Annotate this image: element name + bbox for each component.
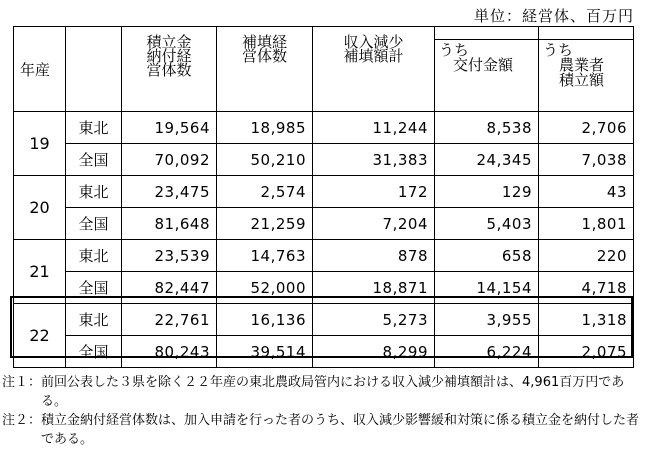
value-cell: 1,801 [539,208,634,240]
value-cell: 82,447 [122,272,217,304]
table-row [14,272,634,304]
value-cell: 6,224 [435,336,539,368]
table-row [14,112,634,144]
value-cell: 18,871 [313,272,435,304]
value-cell: 8,299 [313,336,435,368]
value-cell: 7,038 [539,144,634,176]
year-cell: 21 [14,240,66,304]
note-label: 注２： [2,413,42,428]
note-label: 注１： [2,375,42,390]
region-cell: 東北 [66,176,122,208]
region-cell: 東北 [66,240,122,272]
value-cell: 7,204 [313,208,435,240]
value-cell: 8,538 [435,112,539,144]
header-region-blank [66,27,122,112]
region-cell: 全国 [66,208,122,240]
note-text: 前回公表した３県を除く２２年産の東北農政局管内における収入減少補填額計は、4,961百万円である。 [41,375,625,409]
note-1 [2,373,642,411]
value-cell: 70,092 [122,144,217,176]
value-cell: 14,763 [217,240,313,272]
value-cell: 11,244 [313,112,435,144]
value-cell: 18,985 [217,112,313,144]
table-row [14,176,634,208]
value-cell: 2,075 [539,336,634,368]
header-col5: うち 農業者 積立額 [539,27,634,112]
value-cell: 172 [313,176,435,208]
region-cell: 東北 [66,304,122,336]
region-cell: 全国 [66,144,122,176]
value-cell: 24,345 [435,144,539,176]
region-cell: 全国 [66,272,122,304]
note-text: 積立金納付経営体数は、加入申請を行った者のうち、収入減少影響緩和対策に係る積立金を納付した者である。 [41,413,640,447]
header-col1: 積立金 納付経 営体数 [122,27,217,112]
value-cell: 2,574 [217,176,313,208]
value-cell: 5,273 [313,304,435,336]
value-cell: 16,136 [217,304,313,336]
value-cell: 14,154 [435,272,539,304]
year-cell: 19 [14,112,66,176]
value-cell: 31,383 [313,144,435,176]
header-col3: 収入減少 補填額計 [313,27,435,112]
year-cell: 22 [14,304,66,368]
table-row [14,208,634,240]
value-cell: 3,955 [435,304,539,336]
value-cell: 5,403 [435,208,539,240]
value-cell: 81,648 [122,208,217,240]
value-cell: 50,210 [217,144,313,176]
value-cell: 658 [435,240,539,272]
note-2 [2,411,642,449]
table-row [14,144,634,176]
table-row [14,336,634,368]
footnotes [2,373,642,449]
value-cell: 4,718 [539,272,634,304]
header-col4: うち 交付金額 [435,27,539,112]
region-cell: 全国 [66,336,122,368]
value-cell: 21,259 [217,208,313,240]
value-cell: 80,243 [122,336,217,368]
value-cell: 878 [313,240,435,272]
value-cell: 2,706 [539,112,634,144]
unit-label: 単位：経営体、百万円 [473,7,634,25]
value-cell: 220 [539,240,634,272]
table-row [14,240,634,272]
value-cell: 23,539 [122,240,217,272]
region-cell: 東北 [66,112,122,144]
year-cell: 20 [14,176,66,240]
value-cell: 22,761 [122,304,217,336]
value-cell: 52,000 [217,272,313,304]
value-cell: 39,514 [217,336,313,368]
data-table [13,26,634,368]
header-year: 年産 [14,27,66,112]
value-cell: 129 [435,176,539,208]
header-col2: 補填経 営体数 [217,27,313,112]
value-cell: 23,475 [122,176,217,208]
value-cell: 43 [539,176,634,208]
value-cell: 1,318 [539,304,634,336]
value-cell: 19,564 [122,112,217,144]
table-row [14,304,634,336]
